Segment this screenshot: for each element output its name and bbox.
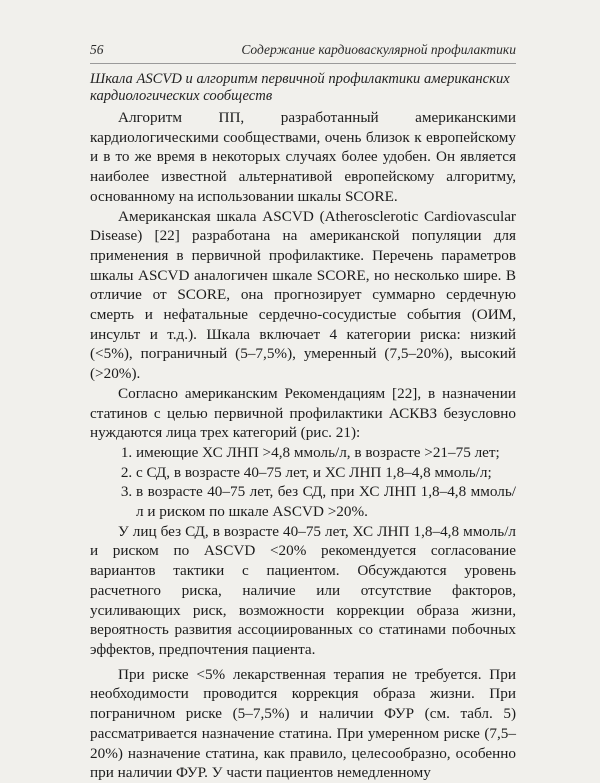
running-head bbox=[90, 42, 516, 58]
list-item: 1. имеющие ХС ЛНП >4,8 ммоль/л, в возрасте >21–75 лет; bbox=[136, 443, 516, 463]
paragraph: Согласно американским Рекомендациям [22], в назначении статинов с целью первичной профилактики АСКВЗ безусловно нуждаются лица трех категорий (рис. 21): bbox=[90, 384, 516, 442]
paragraph: У лиц без СД, в возрасте 40–75 лет, ХС ЛНП 1,8–4,8 ммоль/л и риском по ASCVD <20% рекомендуется согласование вариантов тактики с пациентом. Обсуждаются уровень расчетного риска, наличие или отсутствие факторов, усиливающих риск, возможности коррекции образа жизни, вероятность развития ассоциированных со статинами побочных эффектов, предпочтения пациента. bbox=[90, 522, 516, 658]
list-item: 2. с СД, в возрасте 40–75 лет, и ХС ЛНП 1,8–4,8 ммоль/л; bbox=[136, 463, 516, 483]
page-number: 56 bbox=[90, 42, 104, 57]
paragraph: При риске <5% лекарственная терапия не требуется. При необходимости проводится коррекция образа жизни. При пограничном риске (5–7,5%) и наличии ФУР (см. табл. 5) рассматривается назначение статина. При умеренном риске (7,5–20%) назначение статина, как правило, целесообразно, особенно при наличии ФУР. У части пациентов немедленному bbox=[90, 665, 516, 782]
list-item: 3. в возрасте 40–75 лет, без СД, при ХС ЛНП 1,8–4,8 ммоль/л и риском по шкале ASCVD >20%. bbox=[136, 482, 516, 521]
section-heading: Шкала ASCVD и алгоритм первичной профилактики американских кардиологических сообществ bbox=[90, 71, 510, 104]
page-content bbox=[90, 71, 516, 783]
paragraph: Американская шкала ASCVD (Atherosclerotic Cardiovascular Disease) [22] разработана на американской популяции для применения в первичной профилактике. Перечень параметров шкалы ASCVD аналогичен шкале SCORE, но несколько шире. В отличие от SCORE, она прогнозирует суммарно сердечную смерть и нефатальные сердечно-сосудистые события (ОИМ, инсульт и т.д.). Шкала включает 4 категории риска: низкий (<5%), пограничный (5–7,5%), умеренный (7,5–20%), высокий (>20%). bbox=[90, 207, 516, 383]
running-title: Содержание кардиоваскулярной профилактики bbox=[241, 42, 516, 57]
header-rule bbox=[90, 63, 516, 64]
criteria-list bbox=[90, 443, 516, 522]
paragraph: Алгоритм ПП, разработанный американскими кардиологическими сообществами, очень близок к европейскому и в то же время в некоторых случаях более удобен. Он является наиболее известной альтернативой европейскому алгоритму, основанному на использовании шкалы SCORE. bbox=[90, 109, 516, 205]
